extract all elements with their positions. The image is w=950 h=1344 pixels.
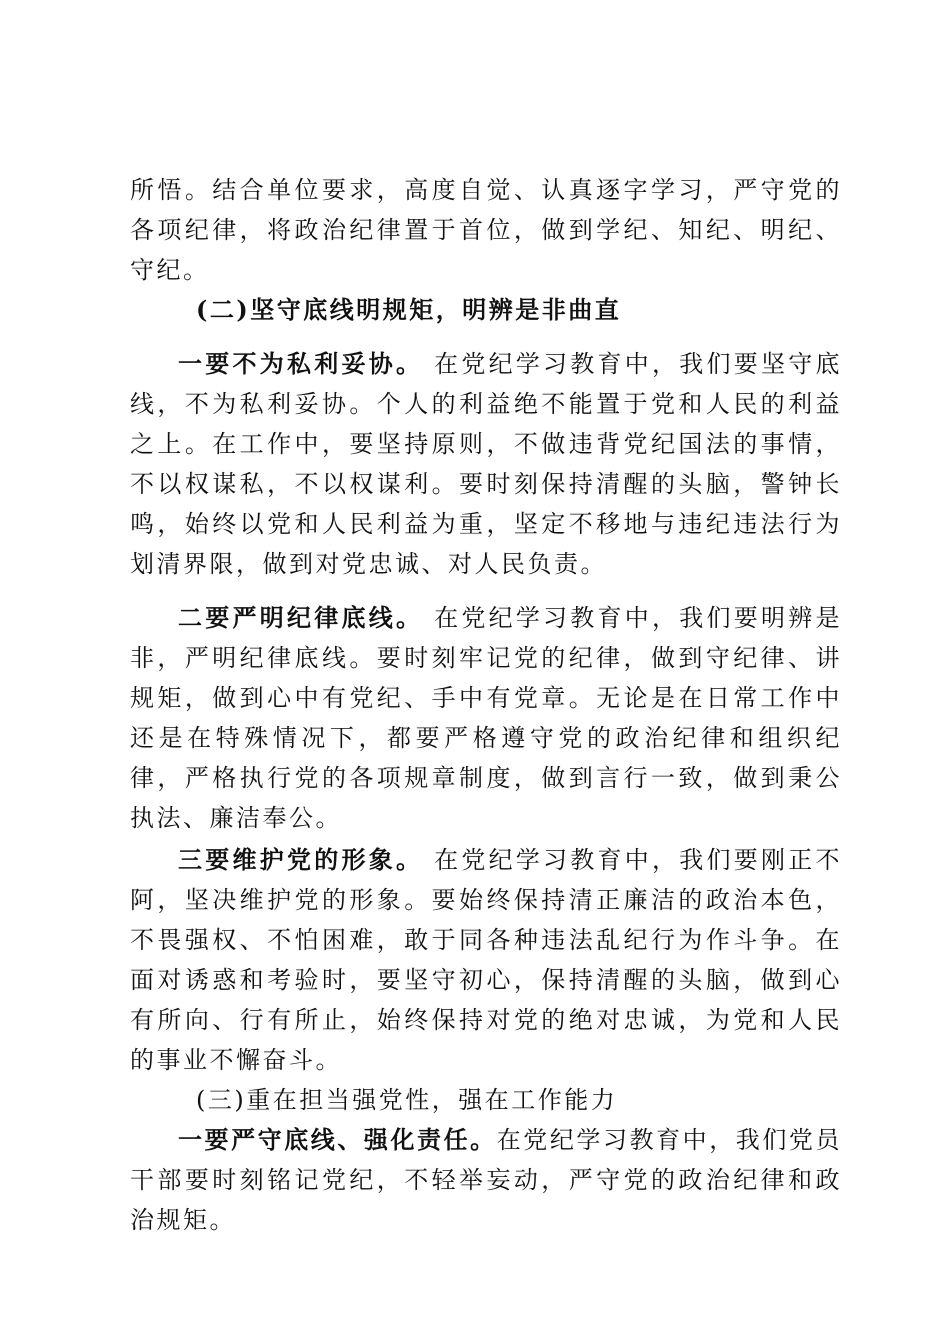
paragraph-point-3-lead: 三要维护党的形象。 <box>178 845 424 874</box>
paragraph-point-2-lead: 二要严明纪律底线。 <box>178 603 424 632</box>
section-heading-3: (三)重在担当强党性，强在工作能力 <box>196 1086 618 1114</box>
paragraph-point-3 <box>130 840 842 1080</box>
paragraph-point-4 <box>130 1120 842 1240</box>
paragraph-point-2-body: 在党纪学习教育中，我们要明辨是非，严明纪律底线。要时刻牢记党的纪律，做到守纪律、讲规矩，做到心中有党纪、手中有党章。无论是在日常工作中还是在特殊情况下，都要严格遵守党的政治纪律和组织纪律，严格执行党的各项规章制度，做到言行一致，做到秉公执法、廉洁奉公。 <box>130 604 842 832</box>
paragraph-point-4-body: 在党纪学习教育中，我们党员干部要时刻铭记党纪，不轻举妄动，严守党的政治纪律和政治规矩。 <box>130 1126 842 1234</box>
paragraph-point-4-lead: 一要严守底线、强化责任。 <box>178 1125 497 1154</box>
document-body <box>130 170 842 1240</box>
paragraph-point-1-body: 在党纪学习教育中，我们要坚守底线，不为私利妥协。个人的利益绝不能置于党和人民的利益之上。在工作中，要坚持原则，不做违背党纪国法的事情，不以权谋私，不以权谋利。要时刻保持清醒的头脑，警钟长鸣，始终以党和人民利益为重，坚定不移地与违纪违法行为划清界限，做到对党忠诚、对人民负责。 <box>130 350 842 578</box>
paragraph-point-1 <box>130 344 842 584</box>
paragraph-point-2 <box>130 598 842 838</box>
paragraph-continuation: 所悟。结合单位要求，高度自觉、认真逐字学习，严守党的各项纪律，将政治纪律置于首位，做到学纪、知纪、明纪、守纪。 <box>130 176 842 284</box>
paragraph-point-3-body: 在党纪学习教育中，我们要刚正不阿，坚决维护党的形象。要始终保持清正廉洁的政治本色，不畏强权、不怕困难，敢于同各种违法乱纪行为作斗争。在面对诱惑和考验时，要坚守初心，保持清醒的头脑，做到心有所向、行有所止，始终保持对党的绝对忠诚，为党和人民的事业不懈奋斗。 <box>130 846 842 1074</box>
section-heading-2: (二)坚守底线明规矩，明辨是非曲直 <box>196 295 622 324</box>
paragraph-point-1-lead: 一要不为私利妥协。 <box>178 349 424 378</box>
